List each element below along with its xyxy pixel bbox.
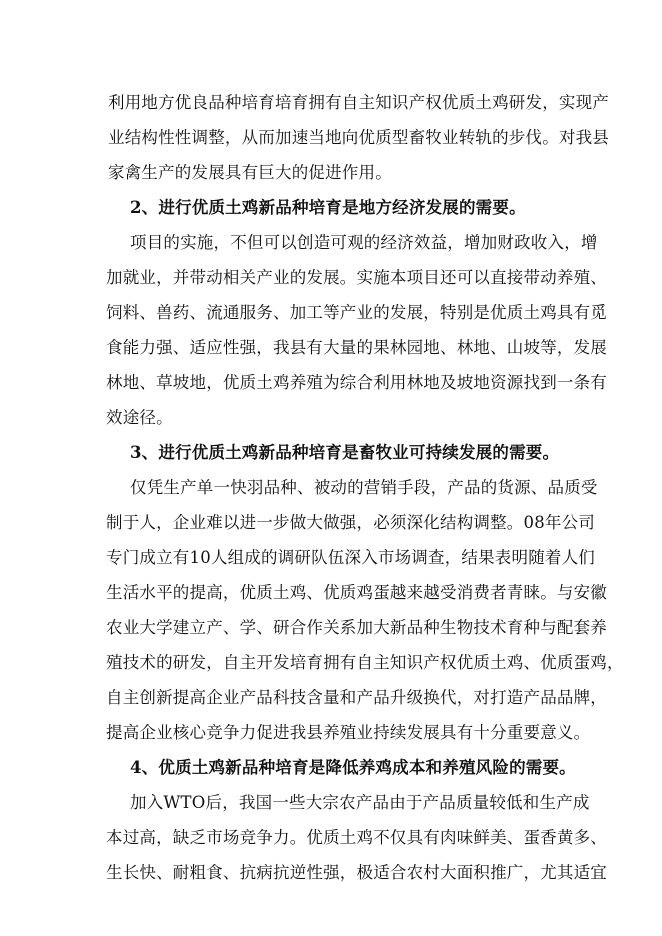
section4-line-3: 生长快、耐粗食、抗病抗逆性强，极适合农村大面积推广，尤其适宜 [106, 863, 607, 882]
section2-line-1: 项目的实施，不但可以创造可观的经济效益，增加财政收入，增 [130, 233, 598, 252]
section2-line-5: 林地、草坡地，优质土鸡养殖为综合利用林地及坡地资源找到一条有 [106, 373, 607, 392]
section3-line-7: 自主创新提高企业产品科技含量和产品升级换代，对打造产品品牌， [106, 688, 607, 707]
section3-line-5: 农业大学建立产、学、研合作关系加大新品种生物技术育种与配套养 [106, 618, 607, 637]
section4-line-2: 本过高，缺乏市场竞争力。优质土鸡不仅具有肉味鲜美、蛋香黄多、 [106, 828, 607, 847]
intro-line-3: 家禽生产的发展具有巨大的促进作用。 [108, 163, 392, 182]
section2-line-3: 饲料、兽药、流通服务、加工等产业的发展，特别是优质土鸡具有觅 [106, 303, 607, 322]
section3-line-4: 生活水平的提高，优质土鸡、优质鸡蛋越来越受消费者青睐。与安徽 [106, 583, 607, 602]
section3-heading: 3、进行优质土鸡新品种培育是畜牧业可持续发展的需要。 [130, 443, 560, 462]
section4-line-1: 加入WTO后，我国一些大宗农产品由于产品质量较低和生产成 [130, 793, 590, 812]
section2-line-4: 食能力强、适应性强，我县有大量的果林园地、林地、山坡等，发展 [106, 338, 607, 357]
section4-heading: 4、优质土鸡新品种培育是降低养鸡成本和养殖风险的需要。 [130, 758, 576, 777]
section2-line-2: 加就业，并带动相关产业的发展。实施本项目还可以直接带动养殖、 [106, 268, 607, 287]
section3-line-8: 提高企业核心竞争力促进我县养殖业持续发展具有十分重要意义。 [106, 723, 591, 742]
section3-line-2: 制于人，企业难以进一步做大做强，必须深化结构调整。08年公司 [106, 513, 595, 532]
section3-line-6: 殖技术的研发，自主开发培育拥有自主知识产权优质土鸡、优质蛋鸡， [106, 653, 624, 672]
section2-heading: 2、进行优质土鸡新品种培育是地方经济发展的需要。 [130, 198, 526, 217]
section2-line-6: 效途径。 [106, 408, 173, 427]
section3-line-1: 仅凭生产单一快羽品种、被动的营销手段，产品的货源、品质受 [130, 478, 598, 497]
section3-line-3: 专门成立有10人组成的调研队伍深入市场调查，结果表明随着人们 [106, 548, 595, 567]
intro-line-2: 业结构性性调整，从而加速当地向优质型畜牧业转轨的步伐。对我县 [108, 128, 609, 147]
intro-line-1: 利用地方优良品种培育培育拥有自主知识产权优质土鸡研发，实现产 [108, 93, 609, 112]
